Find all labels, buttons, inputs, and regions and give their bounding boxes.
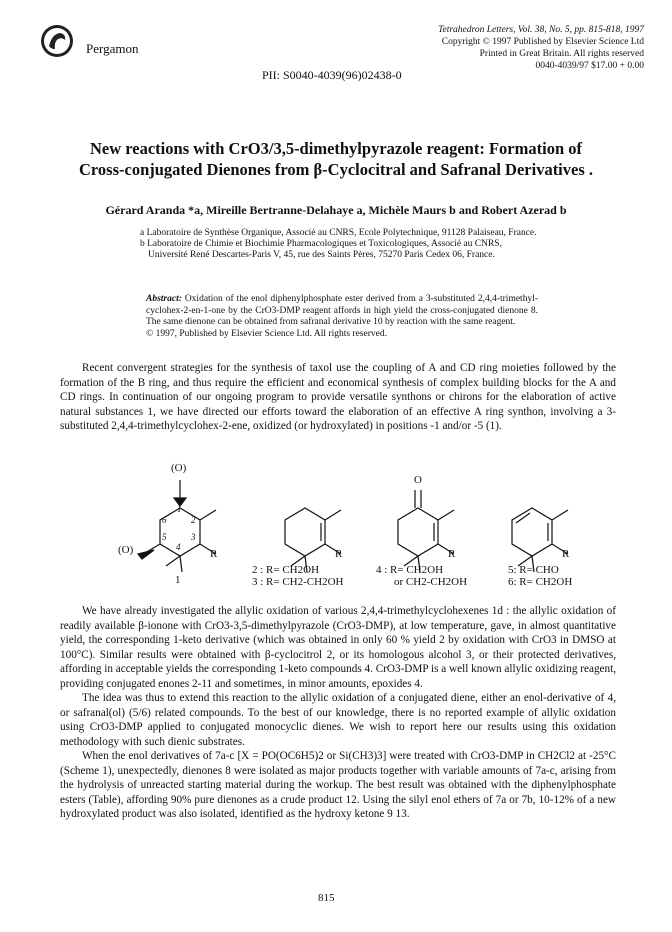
body-paragraphs (60, 604, 616, 822)
paragraph-allylic-oxidation: We have already investigated the allylic oxidation of various 2,4,4-trimethylcyclohexenes 1d : the allylic oxidation of readily available β-ionone with CrO3-3,5-dimethylpyrazole (CrO3-DMP), at low temperature, gave, in almost quantitative yield, the corresponding 1-keto derivative (which was obtained in only 60 % yield 2 by oxidation with CrO3 in DMSO at 100°C). Similar results were obtained with β-cyclocitrol 2, or its homologous alcohol 3, or their protected derivatives, affording in acceptable yields the corresponding 1-keto compounds 4. CrO3-DMP is a well known allylic oxidizing reagent, providing conjugated enones 2-11 and sometimes, in minor amounts, epoxides 4. (60, 605, 616, 690)
abstract-label: Abstract: (146, 294, 182, 304)
paragraph-enol-derivatives: When the enol derivatives of 7a-c [X = PO(OC6H5)2 or Si(CH3)3] were treated with CrO3-DMP in CH2Cl2 at -25°C (Scheme 1), unexpectedly, dienones 8 were isolated as major products together with variable amounts of 7a-c, arising from the hydrolysis of unreacted starting material during the workup. The best result was obtained with the diphenylphosphate esters (Table), affording 90% pure dienones as a crude product 12. Using the silyl enol ethers of 7a or 7b, 10-12% of a new hydroxylated product was also isolated, identified as the hydroxy ketone 9 13. (60, 750, 616, 820)
r-group-label-4: R (562, 548, 570, 560)
position-6-label: 6 (162, 515, 167, 525)
paragraph-idea: The idea was thus to extend this reaction to the allylic oxidation of a conjugated diene, either an enol-derivative of 4, or safranal(ol) (5/6) related compounds. To the best of our knowledge, there is no reported example of allylic oxidation using CrO3-DMP applied to conjugated monocyclic dienes. We wish to report here our results using this oxidation methodology with such dienic substrates. (60, 692, 616, 748)
price-line: 0040-4039/97 $17.00 + 0.00 (535, 61, 644, 71)
position-4-label: 4 (176, 542, 181, 552)
affiliations (140, 228, 560, 261)
compound-4-alt-label: or CH2-CH2OH (394, 576, 468, 588)
pergamon-logo-icon (40, 24, 74, 58)
abstract (146, 294, 538, 340)
compound-6-label: 6: R= CH2OH (508, 576, 573, 588)
title-line-1: New reactions with CrO3/3,5-dimethylpyrazole reagent: Formation of (89, 139, 582, 158)
abstract-copyright: © 1997, Published by Elsevier Science Ltd. All rights reserved. (146, 328, 387, 339)
position-5-label: 5 (162, 532, 167, 542)
affiliation-a: a Laboratoire de Synthèse Organique, Associé au CNRS, Ecole Polytechnique, 91128 Palaiseau, France. (140, 228, 537, 238)
compound-2-label: 2 : R= CH2OH (252, 564, 320, 576)
intro-paragraph (60, 361, 616, 434)
compound-1-label: 1 (175, 574, 181, 586)
position-1-label: 1 (177, 504, 182, 514)
publisher-name: Pergamon (86, 41, 139, 56)
ketone-oxygen-label: O (414, 474, 422, 486)
abstract-text: Oxidation of the enol diphenylphosphate ester derived from a 3-substituted 2,4,4-trimethyl-cyclohex-2-en-1-one by the CrO3-DMP reagent affords in high yield the cross-conjugated dienone 8. The same dienone can be obtained from safranal derivative 10 by reaction with the same reagent. (146, 294, 538, 327)
compound-4-labels (376, 564, 467, 588)
compound-5-6-labels (508, 564, 572, 588)
oxidation-top-label: (O) (171, 462, 187, 474)
position-3-label: 3 (191, 532, 196, 542)
copyright-line: Copyright © 1997 Published by Elsevier Science Ltd (441, 37, 644, 47)
author-list: Gérard Aranda *a, Mireille Bertranne-Delahaye a, Michèle Maurs b and Robert Azerad b (105, 203, 567, 217)
paragraph-text: Recent convergent strategies for the synthesis of taxol use the coupling of A and CD ring moieties followed by the formation of the B ring, and thus require the efficient and economical synthesis of complex building blocks for the A and CD rings. In continuation of our ongoing program to provide versatile synthons or chirons for the elaboration of active natural substances 1, we have directed our efforts toward the elaboration of an effective A ring synthon, involving a 3-substituted 2,4,4-trimethylcyclohex-2-ene, oxidized (or hydroxylated) in positions -1 and/or -5 (1). (60, 362, 616, 432)
title-line-2: Cross-conjugated Dienones from β-Cyclocitral and Safranal Derivatives . (78, 160, 594, 179)
r-group-label-2: R (335, 548, 343, 560)
page-number: 815 (318, 892, 335, 904)
structure-scheme (60, 460, 616, 588)
journal-info (324, 24, 644, 72)
journal-citation: Tetrahedron Letters, Vol. 38, No. 5, pp. 815-818, 1997 (438, 25, 644, 35)
printed-line: Printed in Great Britain. All rights reserved (479, 49, 644, 59)
paper-title (40, 138, 632, 180)
compound-5-label: 5: R= CHO (508, 564, 559, 576)
r-group-label-3: R (448, 548, 456, 560)
affiliation-b: b Laboratoire de Chimie et Biochimie Pharmacologiques et Toxicologiques, Associé au CNRS, (140, 239, 502, 249)
position-2-label: 2 (191, 515, 196, 525)
r-group-label-1: R (210, 548, 218, 560)
affiliation-b-address: Université René Descartes-Paris V, 45, rue des Saints Pères, 75270 Paris Cedex 06, France. (148, 250, 495, 260)
compound-3-label: 3 : R= CH2-CH2OH (252, 576, 344, 588)
oxidation-left-label: (O) (118, 544, 134, 556)
compound-2-3-labels (252, 564, 343, 588)
pii-code: PII: S0040-4039(96)02438-0 (262, 68, 402, 82)
compound-4-label: 4 : R= CH2OH (376, 564, 444, 576)
